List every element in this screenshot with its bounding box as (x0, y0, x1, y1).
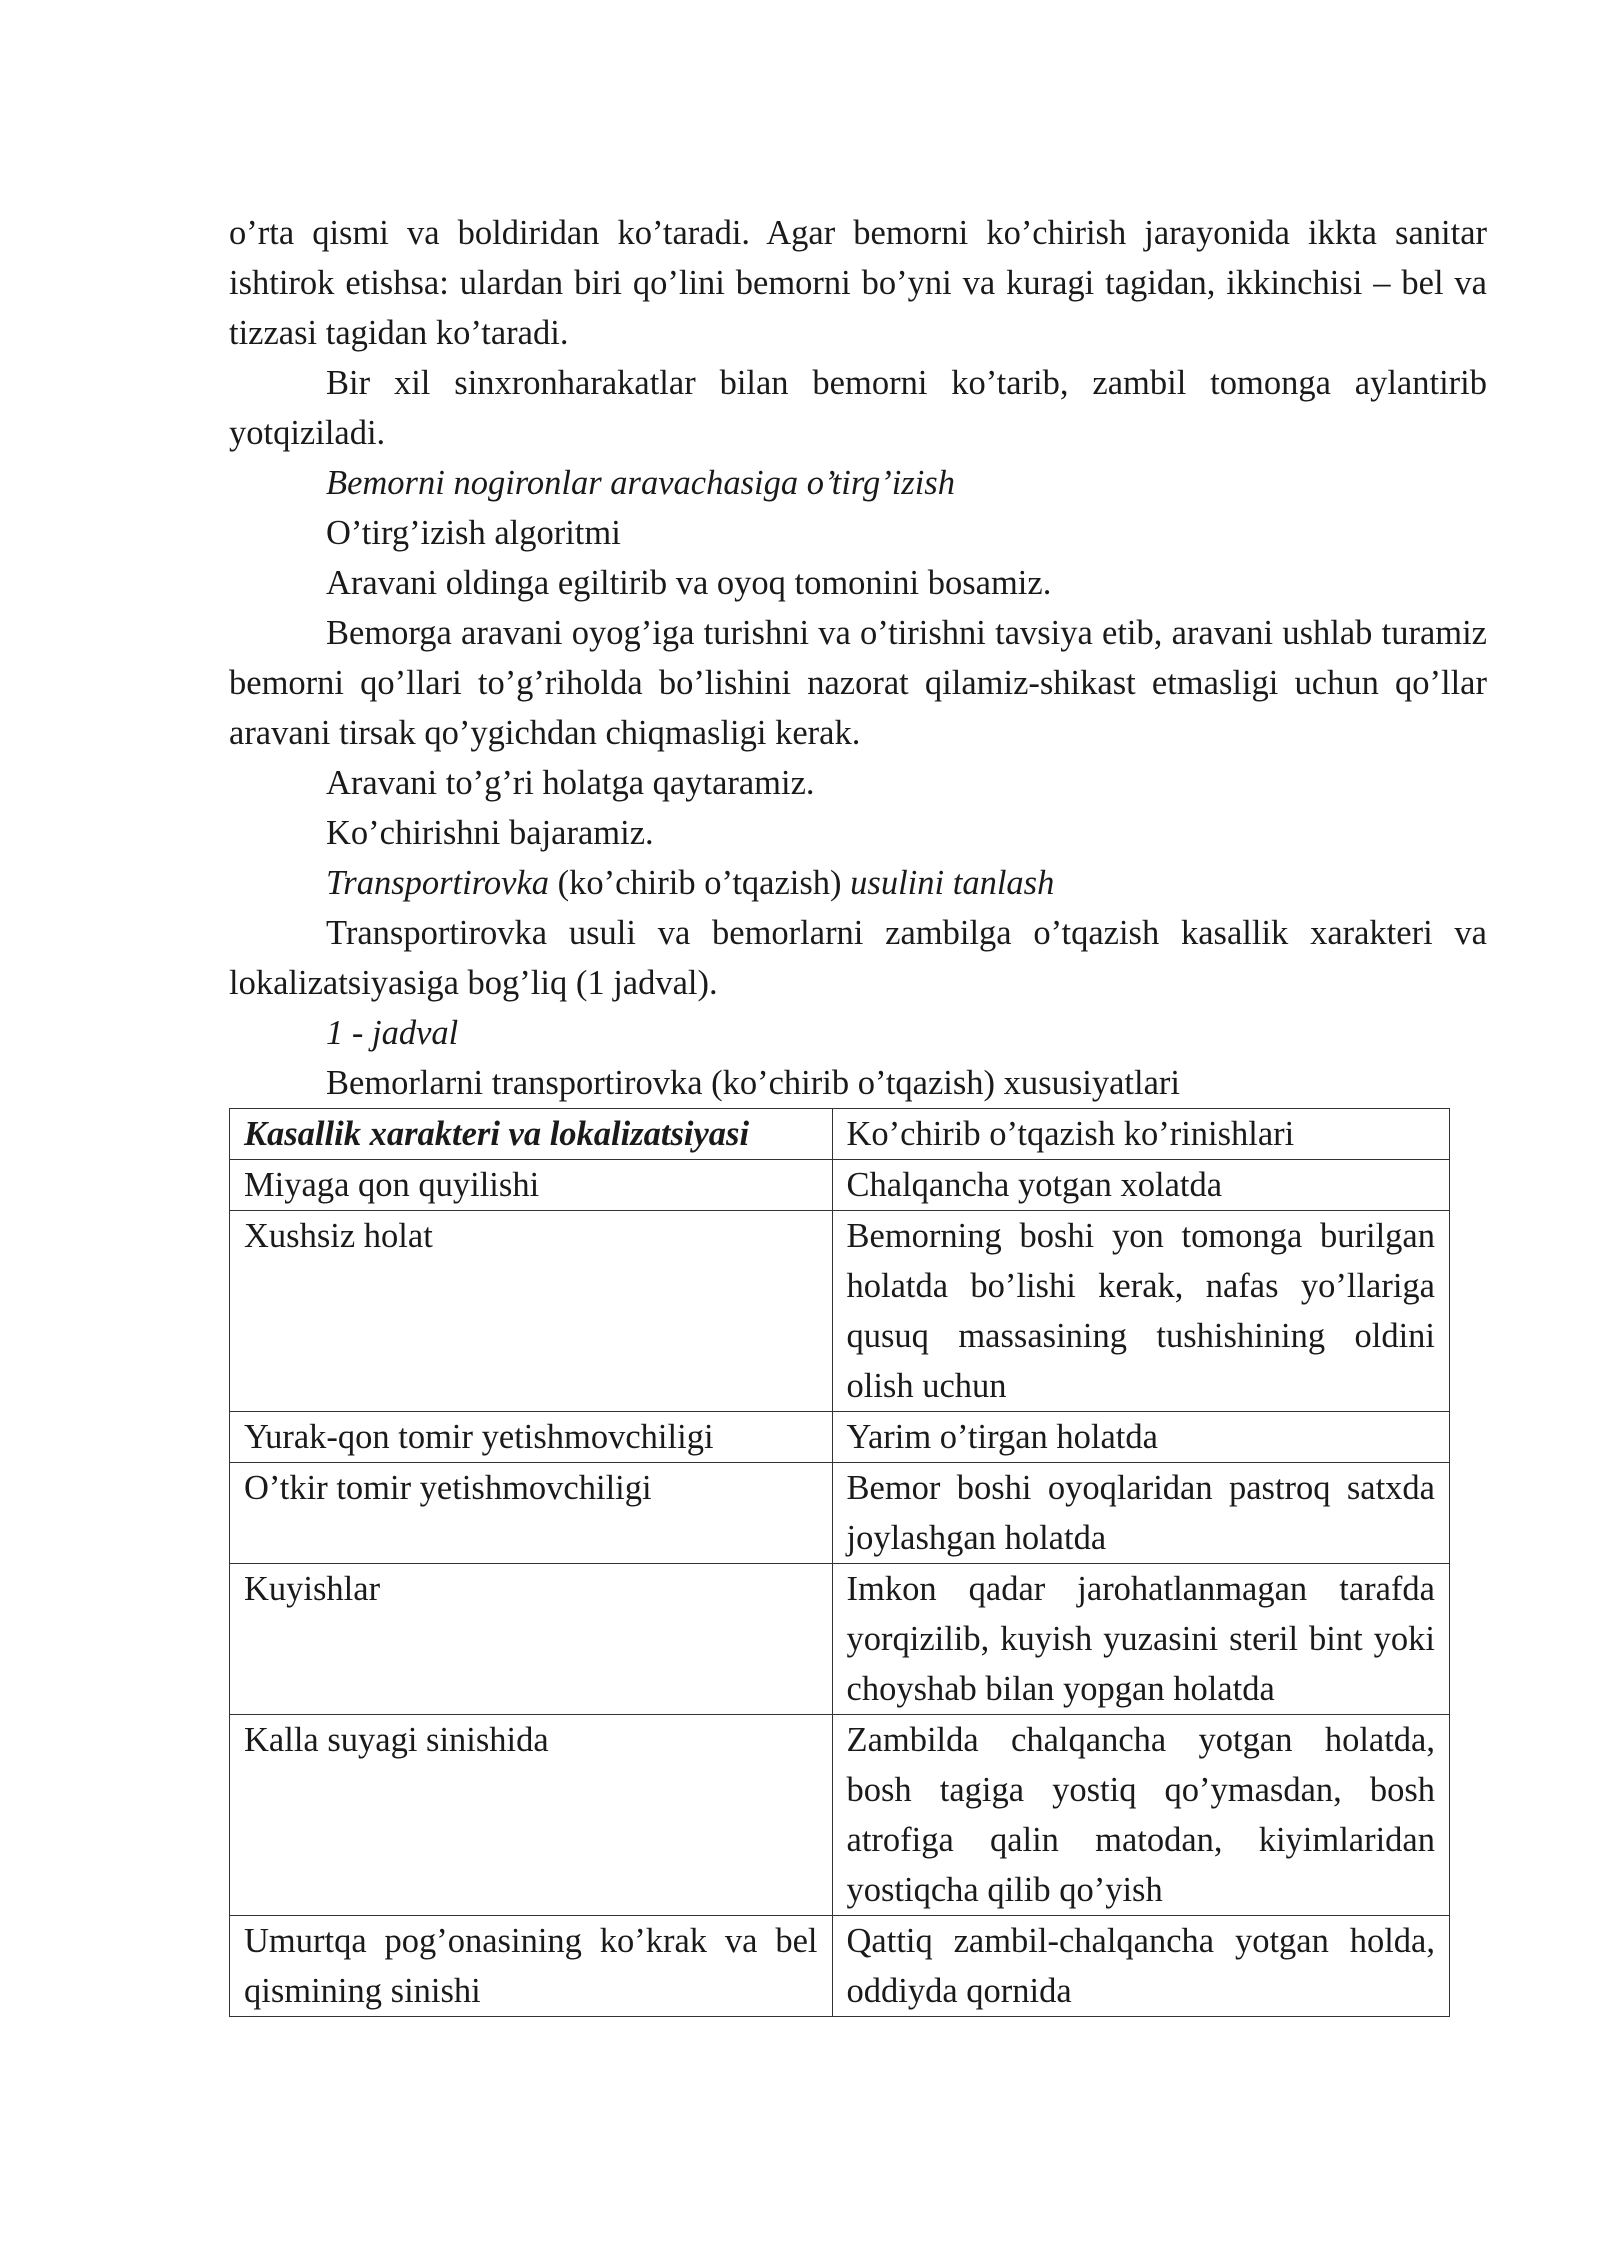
paragraph: Aravani oldinga egiltirib va oyoq tomonini bosamiz. (326, 564, 1052, 602)
table-cell: Zambilda chalqancha yotgan holatda, bosh tagiga yostiq qo’ymasdan, bosh atrofiga qalin matodan, kiyimlaridan yostiqcha qilib qo’yish (832, 1715, 1450, 1916)
table-cell: Xushsiz holat (230, 1211, 833, 1412)
table-cell: Kuyishlar (230, 1564, 833, 1715)
table-cell: Kalla suyagi sinishida (230, 1715, 833, 1916)
table-row (230, 1916, 1450, 2017)
heading-part: (ko’chirib o’tqazish) (549, 864, 851, 902)
table-cell: Yurak-qon tomir yetishmovchiligi (230, 1412, 833, 1463)
table-cell: Qattiq zambil-chalqancha yotgan holda, oddiyda qornida (832, 1916, 1450, 2017)
table-row (230, 1211, 1450, 1412)
section-heading: Bemorni nogironlar aravachasiga o’tirg’izish (326, 464, 955, 502)
table-label: 1 - jadval (326, 1014, 459, 1052)
heading-part: usulini tanlash (850, 864, 1055, 902)
paragraph: Transportirovka usuli va bemorlarni zambilga o’tqazish kasallik xarakteri va lokalizatsiyasiga bog’liq (1 jadval). (229, 914, 1487, 1002)
transport-table (229, 1108, 1450, 2017)
document-page (229, 208, 1487, 2017)
table-row (230, 1715, 1450, 1916)
table-row (230, 1564, 1450, 1715)
table-cell: Miyaga qon quyilishi (230, 1160, 833, 1211)
paragraph: Bir xil sinxronharakatlar bilan bemorni ko’tarib, zambil tomonga aylantirib yotqiziladi. (229, 364, 1487, 452)
table-cell: Imkon qadar jarohatlanmagan tarafda yorqizilib, kuyish yuzasini steril bint yoki choyshab bilan yopgan holatda (832, 1564, 1450, 1715)
paragraph: Bemorga aravani oyog’iga turishni va o’tirishni tavsiya etib, aravani ushlab turamiz bemorni qo’llari to’g’riholda bo’lishini nazorat qilamiz-shikast etmasligi uchun qo’llar aravani tirsak qo’ygichdan chiqmasligi kerak. (229, 614, 1487, 752)
table-row (230, 1160, 1450, 1211)
section-heading (229, 858, 1487, 908)
table-cell: Chalqancha yotgan xolatda (832, 1160, 1450, 1211)
table-header-row (230, 1109, 1450, 1160)
header-cell: Ko’chirib o’tqazish ko’rinishlari (832, 1109, 1450, 1160)
table-cell: Umurtqa pog’onasining ko’krak va bel qismining sinishi (230, 1916, 833, 2017)
paragraph: o’rta qismi va boldiridan ko’taradi. Agar bemorni ko’chirish jarayonida ikkta sanitar ishtirok etishsa: ulardan biri qo’lini bemorni bo’yni va kuragi tagidan, ikkinchisi – bel va tizzasi tagidan ko’taradi. (229, 214, 1487, 352)
table-row (230, 1463, 1450, 1564)
header-cell: Kasallik xarakteri va lokalizatsiyasi (230, 1109, 833, 1160)
table-title: Bemorlarni transportirovka (ko’chirib o’tqazish) xususiyatlari (326, 1064, 1180, 1102)
table-cell: Yarim o’tirgan holatda (832, 1412, 1450, 1463)
table-cell: Bemor boshi oyoqlaridan pastroq satxda joylashgan holatda (832, 1463, 1450, 1564)
table-row (230, 1412, 1450, 1463)
paragraph: Ko’chirishni bajaramiz. (326, 814, 654, 852)
table-cell: Bemorning boshi yon tomonga burilgan holatda bo’lishi kerak, nafas yo’llariga qusuq massasining tushishining oldini olish uchun (832, 1211, 1450, 1412)
heading-part: Transportirovka (326, 864, 550, 902)
paragraph: Aravani to’g’ri holatga qaytaramiz. (326, 764, 815, 802)
table-cell: O’tkir tomir yetishmovchiligi (230, 1463, 833, 1564)
paragraph: O’tirg’izish algoritmi (326, 514, 621, 552)
